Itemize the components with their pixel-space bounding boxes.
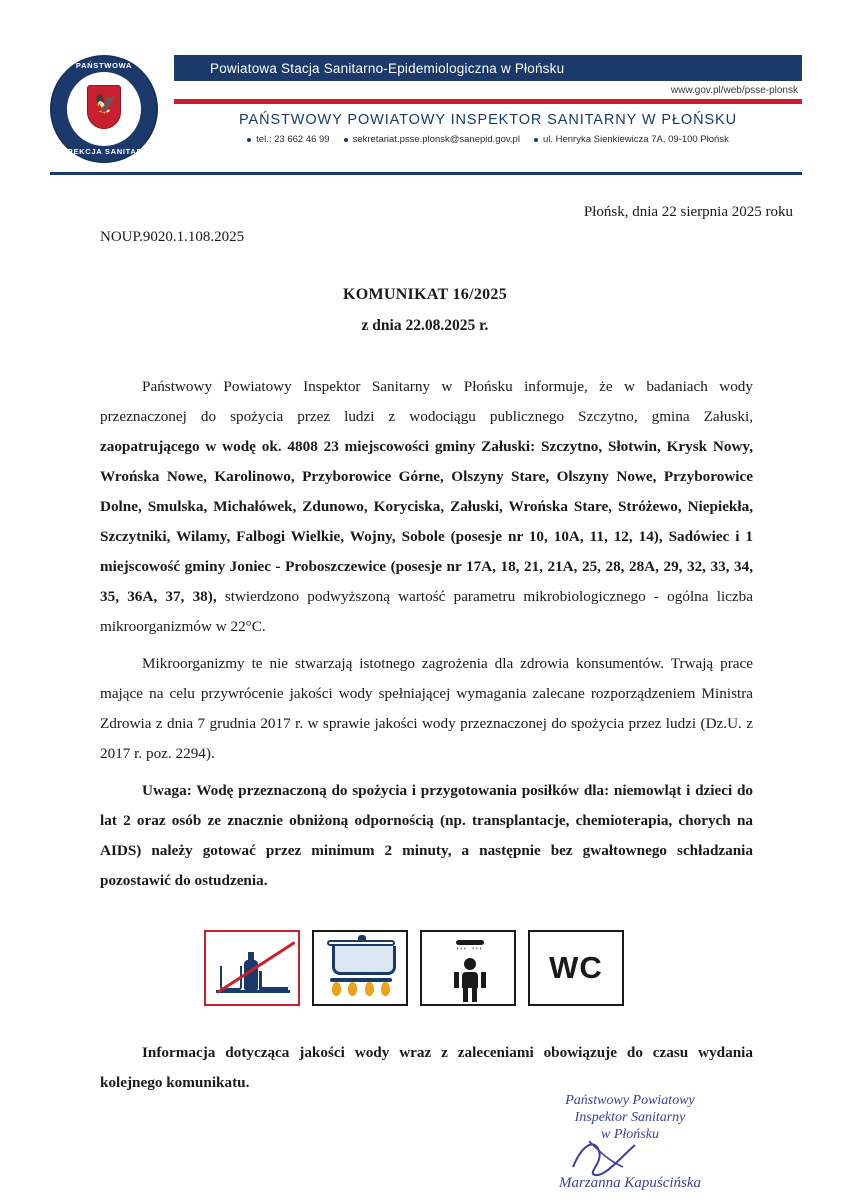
flame-icon [381,982,390,996]
flame-icon [365,982,374,996]
document-header [50,55,802,175]
person-right-leg [472,988,477,1002]
contact-line [174,134,802,149]
signature-block [515,1092,745,1192]
page-title: KOMUNIKAT 16/2025 [342,286,508,303]
header-bottom-rule [50,172,802,175]
prohibition-slash [214,940,292,996]
flames-group [332,982,390,998]
paragraph-2: Mikroorganizmy te nie stwarzają istotnego zagrożenia dla zdrowia konsumentów. Trwają prace mające na celu przywrócenie jakości wody spełniającej wymagania zalecane rozporządzeniem Ministra Zdrowia z dnia 7 grudnia 2017 r. w sprawie jakości wody przeznaczonej do spożycia przez ludzi (Dz.U. z 2017 r. poz. 2294). [100,655,753,762]
paragraph-1-text-a: Państwowy Powiatowy Inspektor Sanitarny w Płońsku informuje, że w badaniach wody przeznaczonej do spożycia przez ludzi z wodociągu publicznego Szczytno, gmina Załuski, [100,378,753,425]
signature-title-line-1: Państwowy Powiatowy [565,1093,695,1108]
shower-allowed-icon [420,930,516,1006]
wc-label: WC [549,950,603,985]
document-body [100,372,753,903]
contact-email [344,134,520,145]
contact-phone [247,134,329,145]
wc-allowed-icon [528,930,624,1006]
shower-head [456,940,484,945]
pictogram-row [204,930,624,1006]
person-right-arm [481,972,486,988]
signature-title-line-3: w Płońsku [601,1127,659,1142]
signature-title-line-2: Inspektor Sanitarny [574,1110,686,1125]
closing-text: Informacja dotycząca jakości wody wraz z zaleceniami obowiązuje do czasu wydania kolejnego komunikatu. [100,1044,753,1091]
contact-phone-text: tel.: 23 662 46 99 [256,134,330,145]
flame-icon [348,982,357,996]
crest-text-bottom: INSPEKCJA SANITARNA [53,147,155,156]
paragraph-3-text: Wodę przeznaczoną do spożycia i przygotowania posiłków dla: niemowląt i dzieci do lat 2 oraz osób ze znacznie obniżoną odpornością (np. transplantacje, chemioterapia, chorych na AIDS) należy gotować przez minimum 2 minuty, a następnie bez gwałtownego schładzania pozostawić do ostudzenia. [100,782,753,889]
station-name: Powiatowa Stacja Sanitarno-Epidemiologiczna w Płońsku [210,60,565,76]
person-torso [462,972,478,988]
paragraph-1-text-b: stwierdzono podwyższoną wartość parametru mikrobiologicznego - ogólna liczba mikroorganizmów w 22°C. [100,588,753,635]
person-head [464,958,476,970]
place-and-date: Płońsk, dnia 22 sierpnia 2025 roku [583,204,793,220]
contact-address-text: ul. Henryka Sienkiewicza 7A, 09-100 Płońsk [542,134,729,145]
closing-paragraph [100,1038,753,1098]
contact-address [534,134,729,145]
paragraph-3-label: Uwaga: [142,782,192,799]
polish-eagle-crest-icon [50,55,158,163]
contact-email-text: sekretariat.psse.plonsk@sanepid.gov.pl [352,134,520,145]
paragraph-1-text-bold: zaopatrującego w wodę ok. 4808 23 miejscowości gminy Załuski: Szczytno, Słotwin, Krysk Nowy, Wrońska Nowe, Karolinowo, Przyborowice Górne, Olszyny Stare, Olszyny Nowe, Przyborowice Dolne, Smulska, Michałówek, Zdunowo, Koryciska, Załuski, Wrońska Stare, Stróżewo, Niepiekła, Szczytniki, Wilamy, Falbogi Wielkie, Wojny, Sobole (posesje nr 10, 10A, 11, 12, 14), Sadówiec i 1 miejscowość gminy Joniec - Proboszczewice (posesje nr 17A, 18, 21, 21A, 25, 28, 28A, 29, 32, 33, 34, 35, 36A, 37, 38), [100,438,753,605]
header-text-block [174,55,802,149]
signatory-name: Marzanna Kapuścińska [558,1175,702,1191]
bullet-icon [247,138,251,142]
person-left-arm [454,972,459,988]
no-drinking-water-icon [204,930,300,1006]
reference-number: NOUP.9020.1.108.2025 [100,229,245,245]
flame-icon [332,982,341,996]
crest-text-top: PAŃSTWOWA [75,61,133,70]
paragraph-3 [100,776,753,896]
pot-body [332,946,396,975]
handwritten-signature-mark [515,1143,745,1173]
paragraph-1 [100,372,753,642]
website-url: www.gov.pl/web/psse-plonsk [670,85,798,96]
boil-water-icon [312,930,408,1006]
inspector-title: PAŃSTWOWY POWIATOWY INSPEKTOR SANITARNY W PŁOŃSKU [239,112,737,128]
bullet-icon [534,138,538,142]
bullet-icon [344,138,348,142]
water-drops: ''' ''' [456,946,484,956]
person-left-leg [463,988,468,1002]
station-name-bar [174,55,802,81]
page-subtitle: z dnia 22.08.2025 r. [361,317,489,334]
eagle-icon: 🦅 [94,94,118,115]
document-title-block [100,286,750,335]
